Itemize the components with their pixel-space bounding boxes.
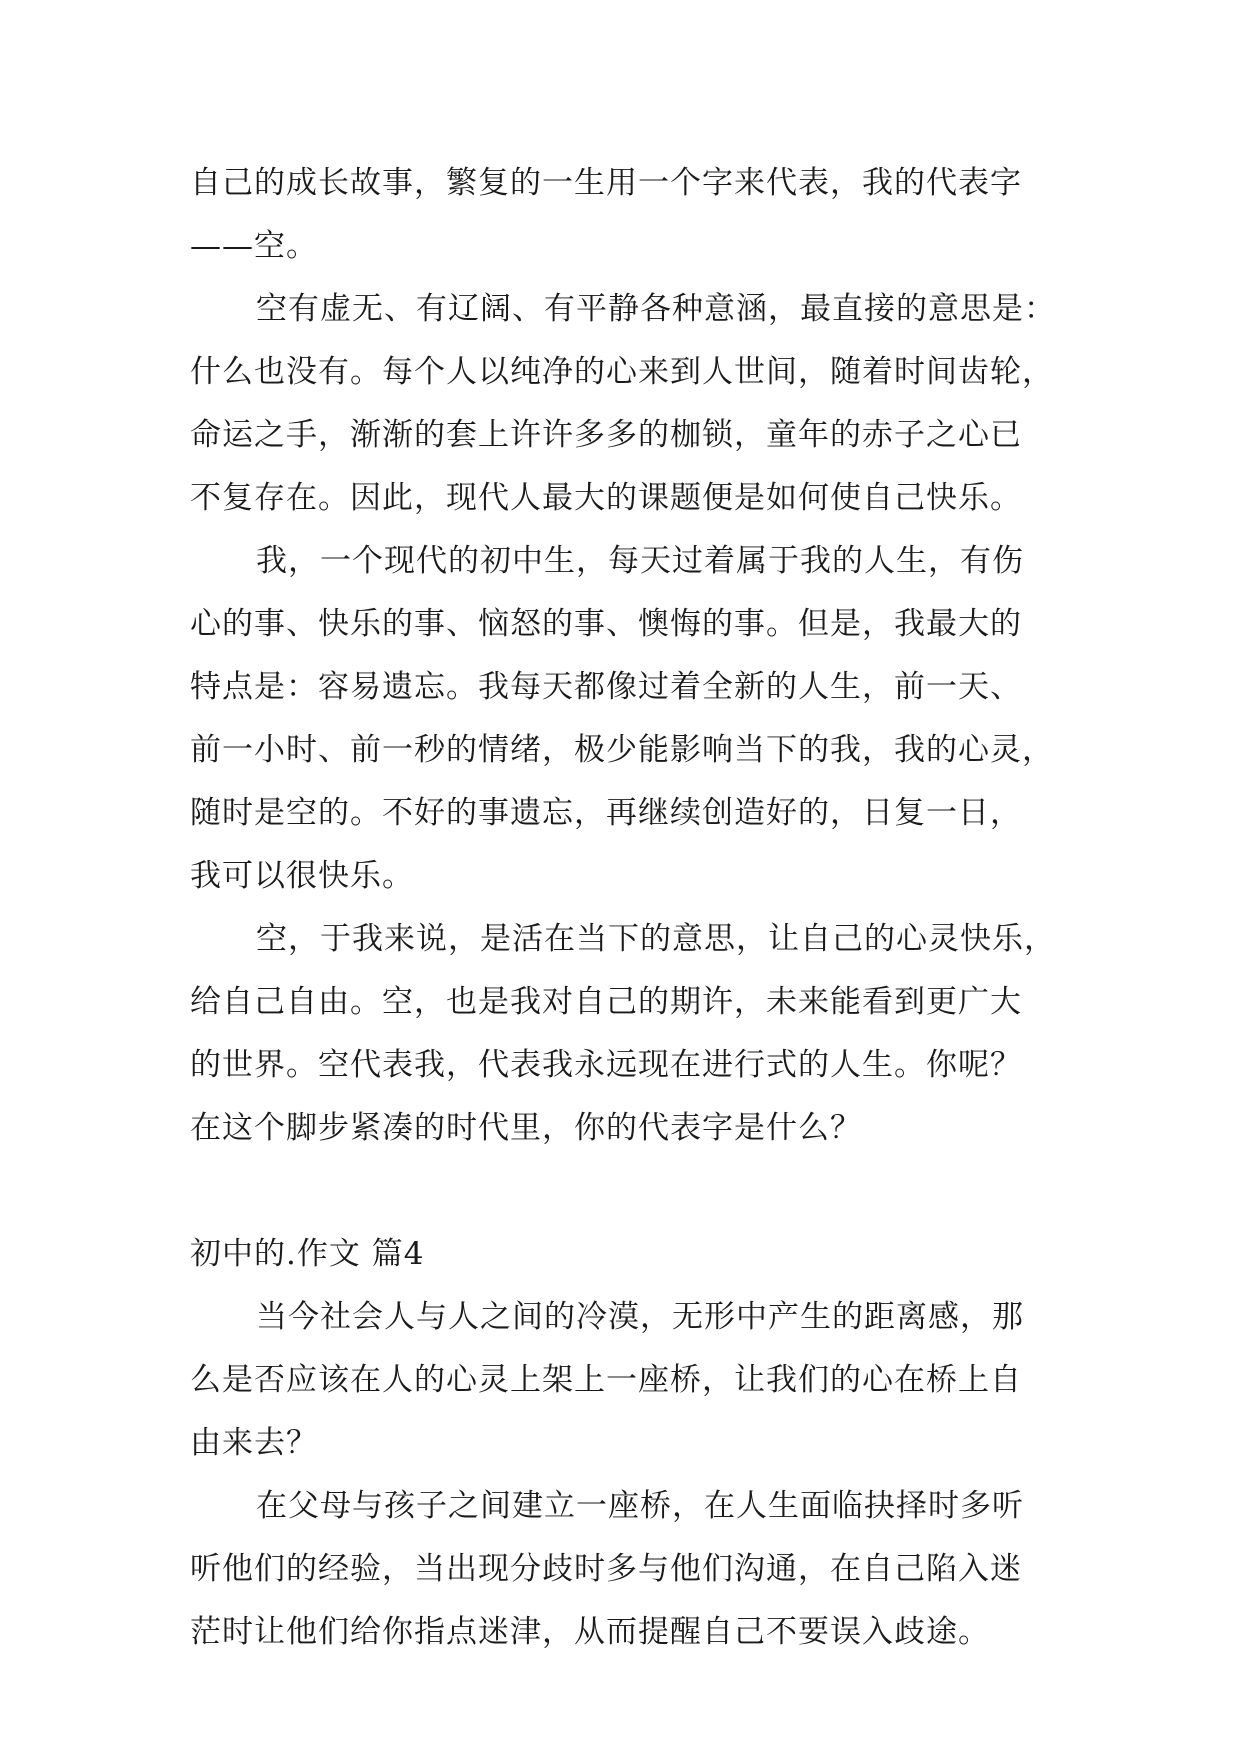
text-line: 不复存在。因此，现代人最大的课题便是如何使自己快乐。 <box>190 480 1022 516</box>
text-line: 在这个脚步紧凑的时代里，你的代表字是什么？ <box>190 1110 862 1146</box>
paragraph-5 <box>190 1286 1090 1475</box>
paragraph-4 <box>190 908 1090 1160</box>
text-line: 给自己自由。空，也是我对自己的期许，未来能看到更广大 <box>190 984 1022 1020</box>
text-line: 自己的成长故事，繁复的一生用一个字来代表，我的代表字 <box>190 165 1022 201</box>
text-line: 么是否应该在人的心灵上架上一座桥，让我们的心在桥上自 <box>190 1362 1022 1398</box>
text-line: ——空。 <box>190 228 318 264</box>
text-line: 由来去？ <box>190 1425 318 1461</box>
paragraph-3 <box>190 530 1090 908</box>
text-line: 我，一个现代的初中生，每天过着属于我的人生，有伤 <box>256 543 1024 579</box>
text-line: 心的事、快乐的事、恼怒的事、懊悔的事。但是，我最大的 <box>190 606 1022 642</box>
text-line: 当今社会人与人之间的冷漠，无形中产生的距离感，那 <box>256 1299 1024 1335</box>
text-line: 茫时让他们给你指点迷津，从而提醒自己不要误入歧途。 <box>190 1614 990 1650</box>
text-line: 特点是：容易遗忘。我每天都像过着全新的人生，前一天、 <box>190 669 1022 705</box>
text-line: 在父母与孩子之间建立一座桥，在人生面临抉择时多听 <box>256 1488 1024 1524</box>
text-line: 空，于我来说，是活在当下的意思，让自己的心灵快乐， <box>256 921 1056 957</box>
text-line: 什么也没有。每个人以纯净的心来到人世间，随着时间齿轮， <box>190 354 1054 390</box>
text-line: 前一小时、前一秒的情绪，极少能影响当下的我，我的心灵， <box>190 732 1054 768</box>
text-line: 随时是空的。不好的事遗忘，再继续创造好的，日复一日， <box>190 795 1022 831</box>
text-line: 命运之手，渐渐的套上许许多多的枷锁，童年的赤子之心已 <box>190 417 1022 453</box>
text-line: 空有虚无、有辽阔、有平静各种意涵，最直接的意思是： <box>256 291 1056 327</box>
document-body <box>190 152 1090 1664</box>
text-line: 听他们的经验，当出现分歧时多与他们沟通，在自己陷入迷 <box>190 1551 1022 1587</box>
text-line: 我可以很快乐。 <box>190 858 414 894</box>
section-spacer <box>190 1160 1090 1223</box>
paragraph-6 <box>190 1475 1090 1664</box>
paragraph-2 <box>190 278 1090 530</box>
text-line: 的世界。空代表我，代表我永远现在进行式的人生。你呢？ <box>190 1047 1022 1083</box>
section-heading: 初中的.作文 篇4 <box>190 1236 425 1272</box>
paragraph-1 <box>190 152 1090 278</box>
